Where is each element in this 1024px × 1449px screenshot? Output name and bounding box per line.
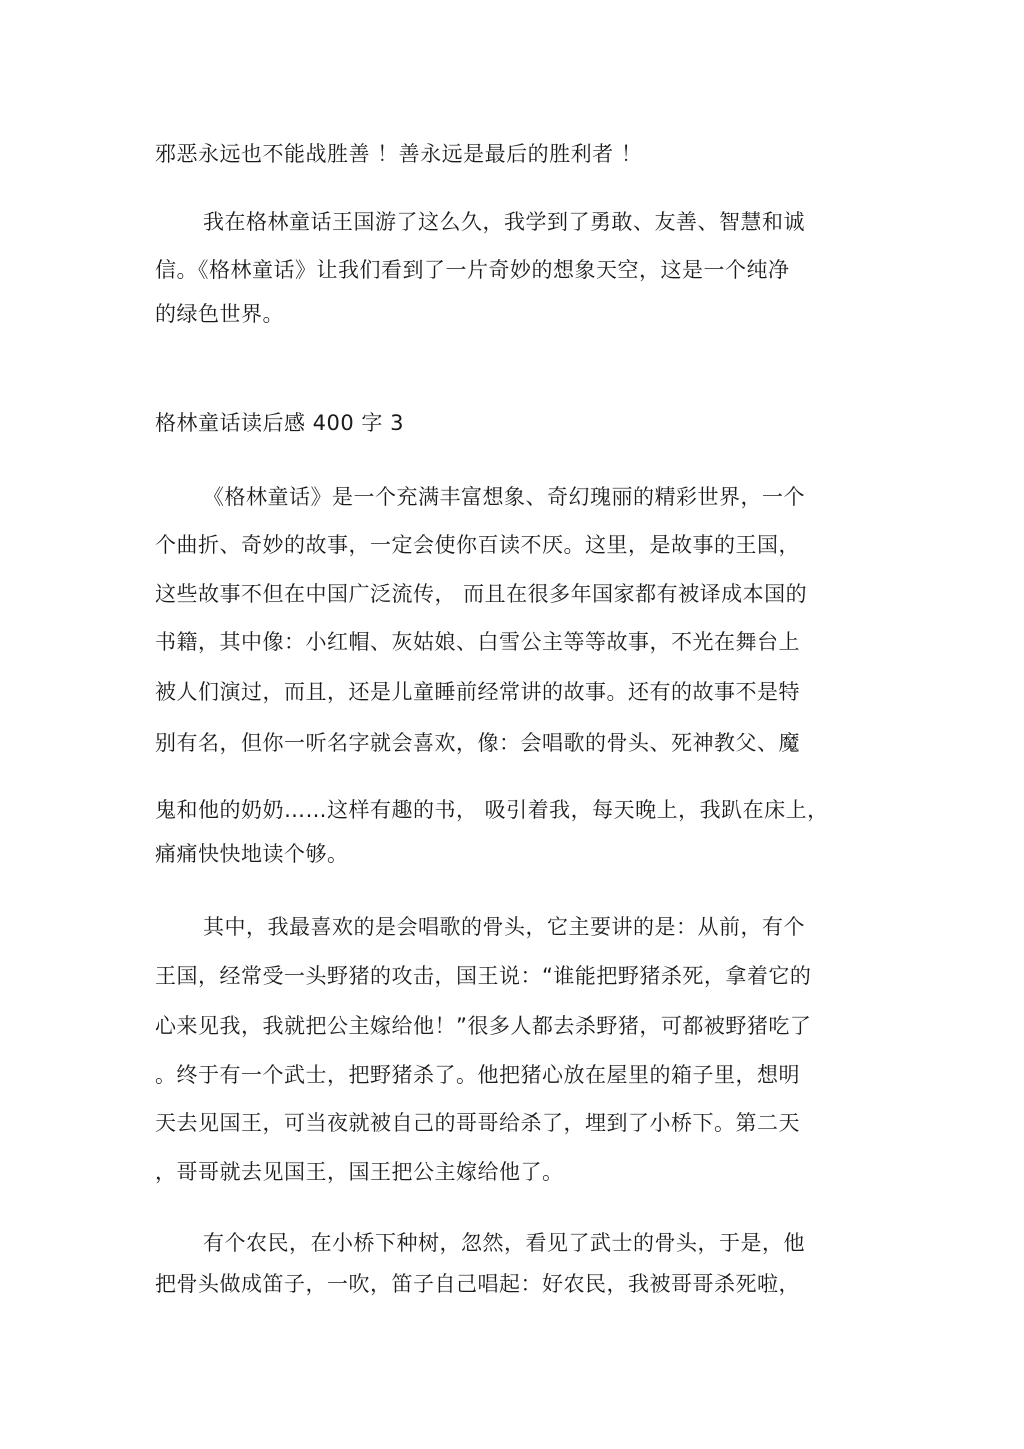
text-line: 邪恶永远也不能战胜善 ！善永远是最后的胜利者 ！ [155,142,643,166]
text-line: 这些故事不但在中国广泛流传， 而且在很多年国家都有被译成本国的 [155,582,808,606]
text-line: 别有名，但你一听名字就会喜欢，像：会唱歌的骨头、死神教父、魔 [155,731,800,755]
text-line: 鬼和他的奶奶……这样有趣的书， 吸引着我，每天晚上，我趴在床上， [155,798,829,822]
section-heading: 格林童话读后感 400 字 3 [155,411,404,435]
text-line: 我在格林童话王国游了这么久，我学到了勇敢、友善、智慧和诚 [203,210,805,234]
text-line: 有个农民，在小桥下种树，忽然，看见了武士的骨头，于是，他 [203,1231,805,1255]
text-line: 书籍，其中像：小红帽、灰姑娘、白雪公主等等故事，不光在舞台上 [155,630,800,654]
text-line: 痛痛快快地读个够。 [155,842,349,866]
text-line: ，哥哥就去见国王，国王把公主嫁给他了。 [155,1160,564,1184]
text-line: 《格林童话》是一个充满丰富想象、奇幻瑰丽的精彩世界，一个 [203,485,805,509]
text-line: 信。《格林童话》让我们看到了一片奇妙的想象天空，这是一个纯净 [155,258,790,282]
text-line: 。终于有一个武士，把野猪杀了。他把猪心放在屋里的箱子里，想明 [155,1063,800,1087]
text-line: 其中，我最喜欢的是会唱歌的骨头，它主要讲的是：从前，有个 [203,915,805,939]
text-line: 个曲折、奇妙的故事，一定会使你百读不厌。这里，是故事的王国， [155,533,800,557]
text-line: 的绿色世界。 [155,302,284,326]
text-line: 天去见国王，可当夜就被自己的哥哥给杀了，埋到了小桥下。第二天 [155,1111,800,1135]
text-line: 被人们演过，而且，还是儿童睡前经常讲的故事。还有的故事不是特 [155,680,800,704]
text-line: 把骨头做成笛子，一吹，笛子自己唱起：好农民，我被哥哥杀死啦， [155,1272,800,1296]
text-line: 心来见我，我就把公主嫁给他！”很多人都去杀野猪，可都被野猪吃了 [155,1014,812,1038]
text-line: 王国，经常受一头野猪的攻击，国王说：“谁能把野猪杀死，拿着它的 [155,964,812,988]
